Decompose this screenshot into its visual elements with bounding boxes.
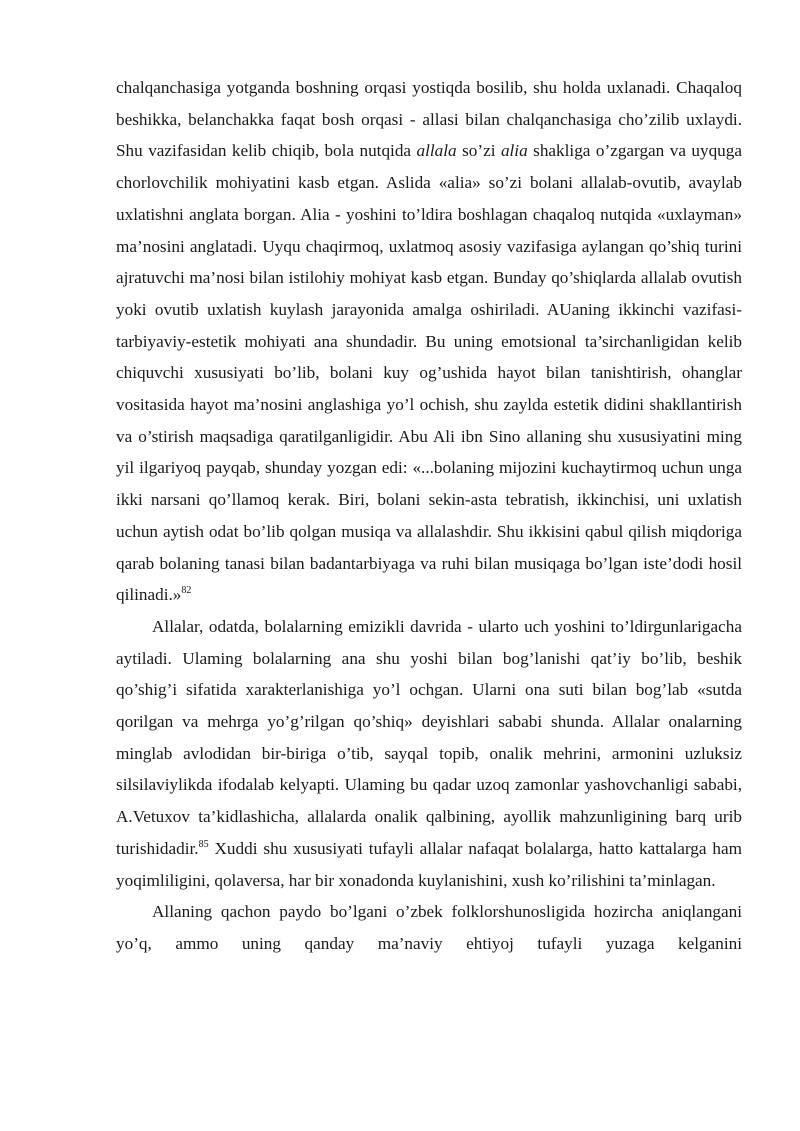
footnote-ref-82: 82 <box>181 585 192 597</box>
paragraph-2 <box>116 611 742 896</box>
paragraph-1-text-a: chalqanchasiga yotganda boshning orqasi yostiqda bosilib, shu holda uxlanadi. Chaqaloq beshikka, belanchakka faqat bosh orqasi - allasi bilan chalqanchasiga cho’zilib uxlaydi. Shu vazifasidan kelib chiqib, bola nutqida <box>116 78 742 161</box>
term-alia: alia <box>500 141 528 161</box>
paragraph-1 <box>116 72 742 611</box>
footnote-ref-85: 85 <box>198 838 209 850</box>
paragraph-3 <box>116 896 742 959</box>
paragraph-2-text-b: Xuddi shu xususiyati tufayli allalar nafaqat bolalarga, hatto kattalarga ham yoqimliligini, qolaversa, har bir xonadonda kuylanishini, xush ko’rilishini ta’minlagan. <box>116 838 742 890</box>
paragraph-2-text-a: Allalar, odatda, bolalarning emizikli davrida - ularto uch yoshini to’ldirgunlarigacha aytiladi. Ulaming bolalarning ana shu yoshi bilan bog’lanishi qat’iy bo’lib, beshik qo’shig’i sifatida xarakterlanishiga yo’l ochgan. Ularni ona suti bilan bog’lab «sutda qorilgan va mehrga yo’g’rilgan qo’shiq» deyishlari sababi shunda. Allalar onalarning minglab avlodidan bir-biriga o’tib, sayqal topib, onalik mehrini, armonini uzluksiz silsilaviylikda ifodalab kelyapti. Ulaming bu qadar uzoq zamonlar yashovchanligi sababi, A.Vetuxov ta’kidlashicha, allalarda onalik qalbining, ayollik mahzunligining barq urib turishidadir. <box>116 616 742 858</box>
paragraph-3-text: Allaning qachon paydo bo’lgani o’zbek folklorshunosligida hozircha aniqlangani yo’q, ammo uning qanday ma’naviy ehtiyoj tufayli yuzaga kelganini <box>116 902 742 953</box>
term-allala: allala <box>416 141 457 161</box>
paragraph-1-text-b: so’zi <box>456 141 501 161</box>
paragraph-1-text-c: shakliga o’zgargan va uyquga chorlovchilik mohiyatini kasb etgan. Aslida «alia» so’zi bolani allalab-ovutib, avaylab uxlatishni anglata borgan. Alia - yoshini to’ldira boshlagan chaqaloq nutqida «uxlayman» ma’nosini anglatadi. Uyqu chaqirmoq, uxlatmoq asosiy vazifasiga aylangan qo’shiq turini ajratuvchi ma’nosi bilan istilohiy mohiyat kasb etgan. Bunday qo’shiqlarda allalab ovutish yoki ovutib uxlatish kuylash jarayonida amalga oshiriladi. AUaning ikkinchi vazifasi-tarbiyaviy-estetik mohiyati ana shundadir. Bu uning emotsional ta’sirchanligidan kelib chiquvchi xususiyati bo’lib, bolani kuy og’ushida hayot bilan tanishtirish, ohanglar vositasida hayot ma’nosini anglashiga yo’l ochish, shu zaylda estetik didini shakllantirish va o’stirish maqsadiga qaratilganligidir. Abu Ali ibn Sino allaning shu xususiyatini ming yil ilgariyoq payqab, shunday yozgan edi: «...bolaning mijozini kuchaytirmoq uchun unga ikki narsani qo’llamoq kerak. Biri, bolani sekin-asta tebratish, ikkinchisi, uni uxlatish uchun aytish odat bo’lib qolgan musiqa va allalashdir. Shu ikkisini qabul qilish miqdoriga qarab bolaning tanasi bilan badantarbiyaga va ruhi bilan musiqaga bo’lgan iste’dodi hosil qilinadi.» <box>116 141 742 605</box>
body-text <box>116 72 742 960</box>
